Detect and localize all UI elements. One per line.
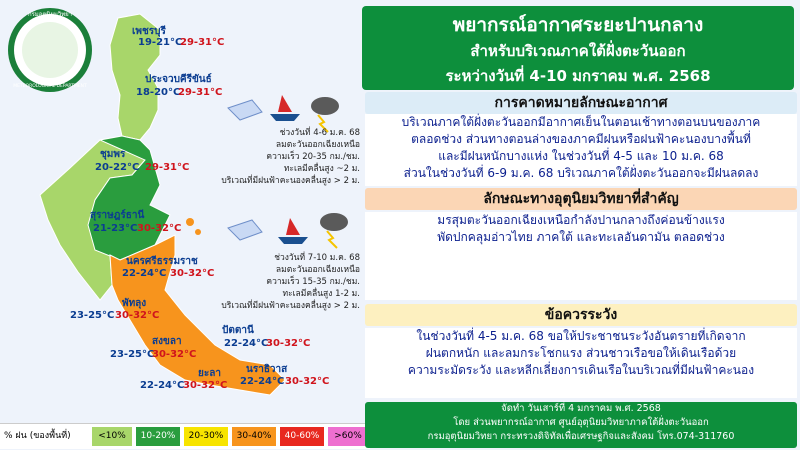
caution-line: ฝนตกหนัก และลมกระโชกแรง ส่วนชาวเรือขอให้เดินเรือด้วย [425, 346, 737, 360]
province-name: ยะลา [198, 368, 221, 379]
province-max-temp: 30-32°C [266, 338, 311, 349]
caution-line: ความระมัดระวัง และหลีกเลี่ยงการเดินเรือในบริเวณที่มีฝนฟ้าคะนอง [407, 363, 755, 377]
footer-date: จัดทำ วันเสาร์ที่ 4 มกราคม พ.ศ. 2568 [501, 403, 661, 414]
province-min-temp: 22-24°C [240, 376, 285, 387]
forecast-line: ตลอดช่วง ส่วนทางตอนล่างของภาคมีฝนหรือฝนฟ้าคะนองบางพื้นที่ [411, 132, 751, 146]
boat-icon [270, 95, 300, 121]
wind-direction: ลมตะวันออกเฉียงเหนือ [275, 265, 360, 275]
rain-legend [0, 423, 370, 449]
meteorology-line: มรสุมตะวันออกเฉียงเหนือกำลังปานกลางถึงค่อนข้างแรง [437, 213, 725, 227]
wind-wave-period-1 [221, 127, 360, 187]
province-min-temp: 22-24°C [224, 338, 269, 349]
province-name: นราธิวาส [246, 364, 288, 375]
province-name: พัทลุง [122, 298, 147, 309]
province-min-temp: 22-24°C [122, 268, 167, 279]
caution-heading: ข้อควรระวัง [365, 304, 797, 326]
province-name: ปัตตานี [222, 325, 254, 336]
map-island [186, 218, 194, 226]
footer [365, 402, 797, 448]
province-max-temp: 29-31°C [180, 37, 225, 48]
province-max-temp: 30-32°C [285, 376, 330, 387]
province-max-temp: 30-32°C [152, 349, 197, 360]
wind-wave-period-2 [221, 252, 360, 312]
page-title: พยากรณ์อากาศระยะปานกลาง [452, 14, 704, 36]
province-name: เพชรบุรี [132, 26, 166, 37]
legend-item: <10% [92, 427, 132, 446]
province-name: สงขลา [152, 336, 182, 347]
province-max-temp: 29-31°C [178, 87, 223, 98]
boat-icon [278, 218, 308, 244]
meteorology-text [365, 212, 797, 300]
region-subtitle: สำหรับบริเวณภาคใต้ฝั่งตะวันออก [470, 42, 686, 60]
legend-item: >60% [328, 427, 368, 446]
province-max-temp: 29-31°C [145, 162, 190, 173]
storm-wave-height: บริเวณที่มีฝนฟ้าคะนองคลื่นสูง > 2 ม. [221, 176, 360, 186]
thunderstorm-icon [320, 213, 348, 248]
province-max-temp: 30-32°C [137, 223, 182, 234]
meteorology-heading: ลักษณะทางอุตุนิยมวิทยาที่สำคัญ [365, 188, 797, 210]
province-max-temp: 30-32°C [115, 310, 160, 321]
forecast-title-box [362, 6, 794, 90]
province-min-temp: 23-25°C [110, 349, 155, 360]
forecast-text [365, 114, 797, 186]
legend-item: 30-40% [232, 427, 276, 446]
province-min-temp: 19-21°C [138, 37, 183, 48]
legend-label: % ฝน (ของพื้นที่) [4, 431, 71, 441]
province-min-temp: 23-25°C [70, 310, 115, 321]
tmd-logo [8, 8, 92, 92]
province-min-temp: 18-20°C [136, 87, 181, 98]
forecast-heading: การคาดหมายลักษณะอากาศ [365, 92, 797, 114]
caution-text [365, 328, 797, 398]
province-max-temp: 30-32°C [170, 268, 215, 279]
province-min-temp: 20-22°C [95, 162, 140, 173]
forecast-line: และมีฝนหนักบางแห่ง ในช่วงวันที่ 4-5 และ 10 ม.ค. 68 [438, 149, 724, 163]
province-name: สุราษฎร์ธานี [90, 210, 145, 221]
province-name: ประจวบคีรีขันธ์ [145, 74, 212, 85]
province-name: ชุมพร [100, 149, 126, 160]
period-date: ช่วงวันที่ 7-10 ม.ค. 68 [274, 253, 360, 263]
caution-line: ในช่วงวันที่ 4-5 ม.ค. 68 ขอให้ประชาชนระวังอันตรายที่เกิดจาก [416, 329, 746, 343]
legend-item: 10-20% [136, 427, 180, 446]
province-min-temp: 22-24°C [140, 380, 185, 391]
map-island [195, 229, 201, 235]
province-name: นครศรีธรรมราช [126, 256, 198, 267]
wind-icon [228, 220, 262, 240]
forecast-line: บริเวณภาคใต้ฝั่งตะวันออกมีอากาศเย็นในตอนเช้าทางตอนบนของภาค [401, 115, 761, 129]
wind-speed: ความเร็ว 20-35 กม./ชม. [266, 152, 360, 162]
legend-item: 20-30% [184, 427, 228, 446]
wind-icon [228, 100, 262, 120]
logo-top-text: กรมอุตุนิยมวิทยา [27, 11, 73, 18]
wave-height: ทะเลมีคลื่นสูง 1-2 ม. [282, 289, 360, 299]
wave-height: ทะเลมีคลื่นสูง ~2 ม. [283, 164, 360, 174]
wind-direction: ลมตะวันออกเฉียงเหนือ [275, 140, 360, 150]
forecast-line: ส่วนในช่วงวันที่ 6-9 ม.ค. 68 บริเวณภาคใต้ฝั่งตะวันออกจะมีฝนลดลง [403, 166, 759, 180]
province-min-temp: 21-23°C [93, 223, 138, 234]
period-date: ช่วงวันที่ 4-6 ม.ค. 68 [279, 128, 360, 138]
province-max-temp: 30-32°C [183, 380, 228, 391]
footer-contact: กรมอุตุนิยมวิทยา กระทรวงดิจิทัลเพื่อเศรษฐกิจและสังคม โทร.074-311760 [427, 431, 735, 442]
storm-wave-height: บริเวณที่มีฝนฟ้าคะนองคลื่นสูง > 2 ม. [221, 301, 360, 311]
legend-item: 40-60% [280, 427, 324, 446]
footer-issuer: โดย ส่วนพยากรณ์อากาศ ศูนย์อุตุนิยมวิทยาภาคใต้ฝั่งตะวันออก [453, 417, 709, 428]
wind-speed: ความเร็ว 15-35 กม./ชม. [266, 277, 360, 287]
date-range: ระหว่างวันที่ 4-10 มกราคม พ.ศ. 2568 [445, 67, 711, 85]
logo-bottom-text: METEOROLOGICAL DEPARTMENT [13, 84, 87, 89]
meteorology-line: พัดปกคลุมอ่าวไทย ภาคใต้ และทะเลอันดามัน ตลอดช่วง [437, 230, 725, 244]
